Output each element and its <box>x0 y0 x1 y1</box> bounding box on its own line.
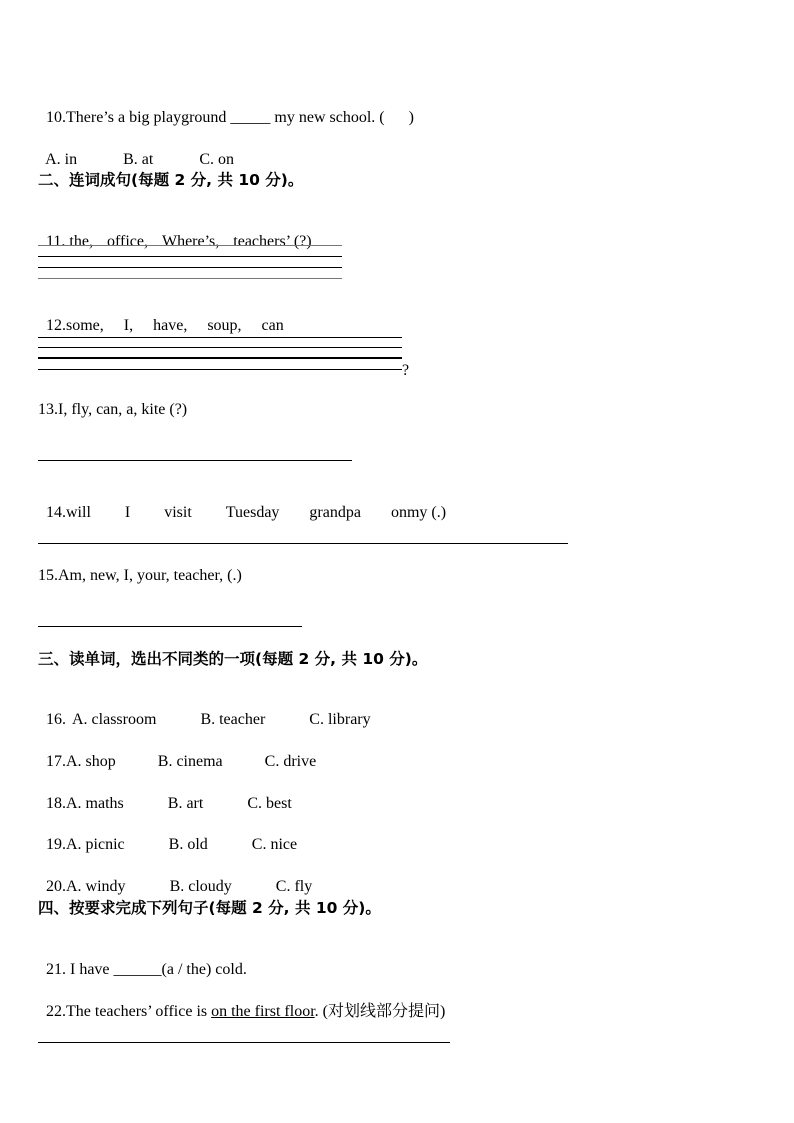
q16-option-b: B. teacher <box>200 711 266 728</box>
q16-number: 16. <box>46 711 66 728</box>
q17-number: 17. <box>46 753 66 770</box>
section-4-heading: 四、按要求完成下列句子(每题 2 分, 共 10 分)。 <box>38 899 381 917</box>
q10-option-a: A. in <box>45 151 78 168</box>
q10-text-after: my new school. ( <box>270 109 385 126</box>
q20-number: 20. <box>46 878 66 895</box>
question-14 <box>38 483 446 523</box>
question-12 <box>38 296 284 336</box>
question-15: 15.Am, new, I, your, teacher, (.) <box>38 567 242 584</box>
q14-word-3: visit <box>164 504 192 521</box>
q11-word-2: office, <box>106 233 148 250</box>
q20-option-b: B. cloudy <box>169 878 232 895</box>
q14-word-5: grandpa <box>309 504 361 521</box>
q10-stem: 10.There’s a big playground <box>46 109 231 126</box>
q14-word-6: onmy (.) <box>390 504 447 521</box>
q11-answer-line-3[interactable] <box>38 267 342 268</box>
q12-word-3: have, <box>153 317 188 334</box>
q17-option-c: C. drive <box>264 753 317 770</box>
q12-answer-line-2[interactable] <box>38 347 402 348</box>
q12-answer-line-4[interactable] <box>38 369 402 370</box>
q10-option-b: B. at <box>123 151 154 168</box>
q11-word-1: 11. the, <box>46 233 93 250</box>
q11-answer-line-4[interactable] <box>38 278 342 279</box>
q17-option-b: B. cinema <box>157 753 223 770</box>
q18-option-c: C. best <box>247 795 292 812</box>
question-10 <box>38 88 414 128</box>
question-22 <box>38 982 445 1022</box>
q14-word-4: Tuesday <box>225 504 280 521</box>
q10-options <box>38 130 234 170</box>
q12-answer-line-1[interactable] <box>38 337 402 338</box>
question-21 <box>38 940 247 980</box>
q19-number: 19. <box>46 836 66 853</box>
q12-word-1: 12.some, <box>46 317 104 334</box>
q12-word-2: I, <box>123 317 134 334</box>
q22-instruction: . (对划线部分提问) <box>314 1003 446 1020</box>
question-18 <box>38 774 292 814</box>
q20-option-a: A. windy <box>66 878 126 895</box>
q18-option-b: B. art <box>167 795 204 812</box>
q21-blank[interactable]: ______ <box>113 961 162 978</box>
q11-word-4: teachers’ (?) <box>233 233 312 250</box>
q18-option-a: A. maths <box>66 795 124 812</box>
q14-answer-line[interactable] <box>38 543 568 544</box>
question-11 <box>38 212 312 252</box>
question-20 <box>38 857 312 897</box>
question-13: 13.I, fly, can, a, kite (?) <box>38 401 188 418</box>
q20-option-c: C. fly <box>275 878 313 895</box>
question-17 <box>38 732 316 772</box>
question-19 <box>38 815 297 855</box>
q12-word-5: can <box>261 317 284 334</box>
q22-answer-line[interactable] <box>38 1042 450 1043</box>
q21-text-after: (a / the) cold. <box>161 961 247 978</box>
q16-option-a: A. classroom <box>72 711 157 728</box>
q10-close-paren: ) <box>408 109 414 126</box>
q13-answer-line[interactable] <box>38 460 352 461</box>
q21-text-before: 21. I have <box>46 961 114 978</box>
q19-option-a: A. picnic <box>66 836 125 853</box>
question-16 <box>38 690 371 730</box>
q12-question-mark: ? <box>402 362 410 379</box>
q19-option-b: B. old <box>168 836 208 853</box>
q10-option-c: C. on <box>199 151 235 168</box>
q16-option-c: C. library <box>309 711 371 728</box>
q15-answer-line[interactable] <box>38 626 302 627</box>
q19-option-c: C. nice <box>251 836 298 853</box>
q11-answer-line-1[interactable] <box>38 245 342 246</box>
q10-blank[interactable]: _____ <box>230 109 271 126</box>
q17-option-a: A. shop <box>66 753 116 770</box>
q12-word-4: soup, <box>207 317 242 334</box>
section-3-heading: 三、读单词，选出不同类的一项(每题 2 分, 共 10 分)。 <box>38 650 428 668</box>
q14-word-2: I <box>124 504 131 521</box>
q12-answer-line-3[interactable] <box>38 357 402 359</box>
q18-number: 18. <box>46 795 66 812</box>
section-2-heading: 二、连词成句(每题 2 分, 共 10 分)。 <box>38 171 304 189</box>
q22-underlined-phrase: on the first floor <box>211 1003 315 1020</box>
q11-answer-line-2[interactable] <box>38 256 342 257</box>
q14-word-1: 14.will <box>46 504 91 521</box>
q22-text-before: 22.The teachers’ office is <box>46 1003 212 1020</box>
q11-word-3: Where’s, <box>161 233 220 250</box>
